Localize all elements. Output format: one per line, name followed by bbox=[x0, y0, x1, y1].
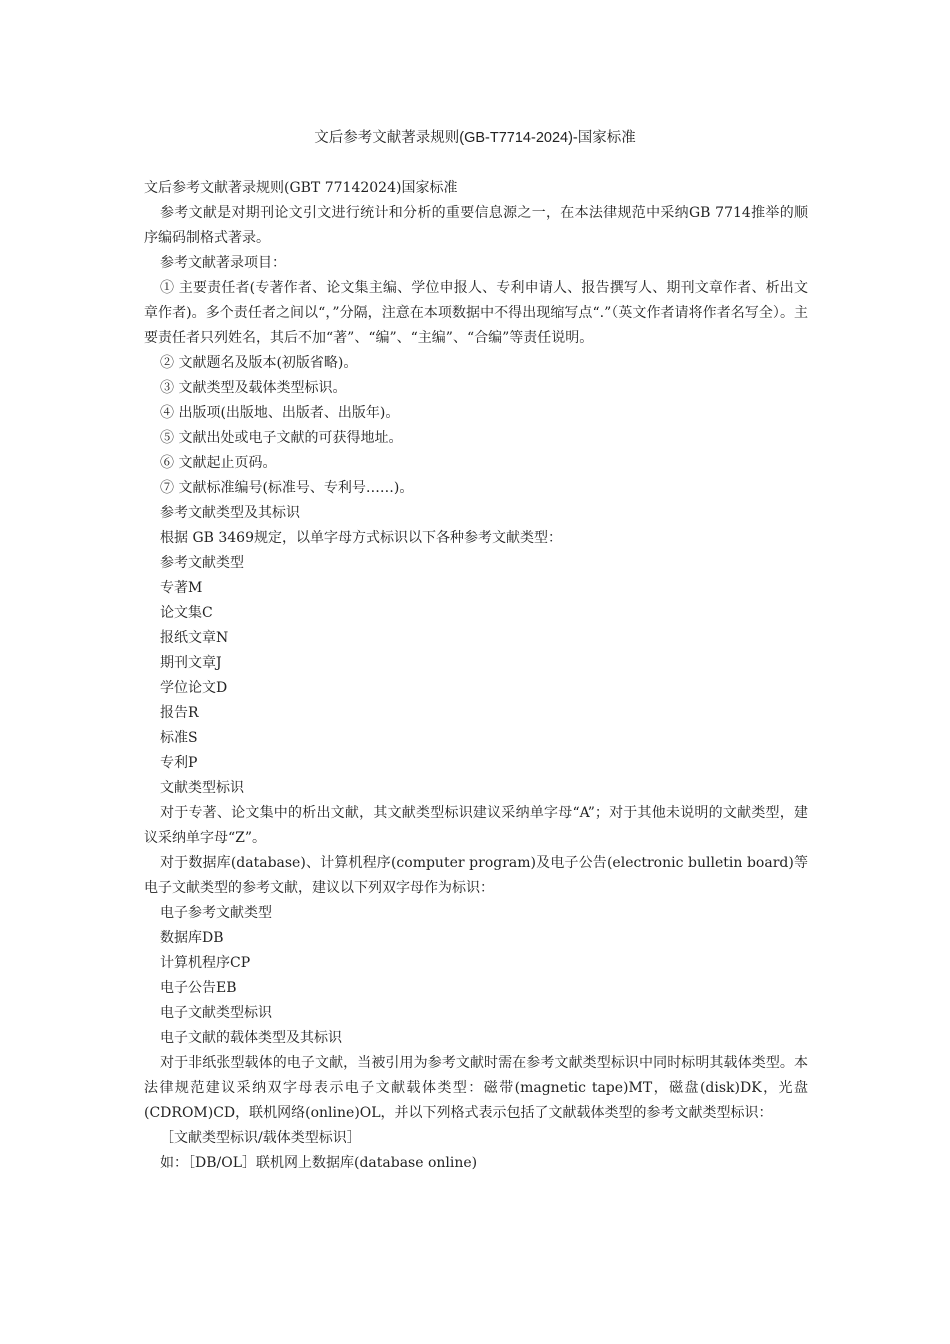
paragraph: 对于专著、论文集中的析出文献，其文献类型标识建议采纳单字母“A”；对于其他未说明的文献类型，建议采纳单字母“Z”。 bbox=[144, 805, 808, 846]
list-item: ⑤ 文献出处或电子文献的可获得地址。 bbox=[160, 430, 403, 446]
document-title: 文后参考文献著录规则(GB-T7714-2024)-国家标准 bbox=[314, 130, 636, 146]
list-item: ⑦ 文献标准编号(标准号、专利号……)。 bbox=[160, 480, 414, 496]
section-heading: 参考文献类型及其标识 bbox=[160, 505, 300, 521]
table-heading: 参考文献类型 bbox=[160, 555, 244, 571]
type-entry: 期刊文章J bbox=[160, 655, 222, 671]
type-entry: 计算机程序CP bbox=[160, 955, 251, 971]
list-item: ② 文献题名及版本(初版省略)。 bbox=[160, 355, 358, 371]
type-entry: 学位论文D bbox=[160, 680, 228, 696]
table-heading: 电子参考文献类型 bbox=[160, 905, 272, 921]
paragraph: 对于数据库(database)、计算机程序(computer program)及电子公告(electronic bulletin board)等电子文献类型的参考文献，建议以下列双字母作为标识： bbox=[144, 855, 808, 896]
list-item: ③ 文献类型及载体类型标识。 bbox=[160, 380, 347, 396]
table-heading: 文献类型标识 bbox=[160, 780, 244, 796]
format-line: ［文献类型标识/载体类型标识］ bbox=[160, 1130, 361, 1146]
body-heading: 文后参考文献著录规则(GBT 77142024)国家标准 bbox=[144, 180, 458, 196]
table-heading: 电子文献类型标识 bbox=[160, 1005, 272, 1021]
document-body bbox=[144, 176, 808, 1176]
list-item: ① 主要责任者(专著作者、论文集主编、学位申报人、专利申请人、报告撰写人、期刊文章作者、析出文章作者)。多个责任者之间以“，”分隔，注意在本项数据中不得出现缩写点“.”（英文作者请将作者名写全）。主要责任者只列姓名，其后不加“著”、“编”、“主编”、“合编”等责任说明。 bbox=[144, 280, 808, 346]
type-entry: 数据库DB bbox=[160, 930, 224, 946]
paragraph: 对于非纸张型载体的电子文献，当被引用为参考文献时需在参考文献类型标识中同时标明其载体类型。本法律规范建议采纳双字母表示电子文献载体类型：磁带(magnetic tape)MT，磁盘(disk)DK，光盘(CDROM)CD，联机网络(online)OL，并以下列格式表示包括了文献载体类型的参考文献类型标识： bbox=[144, 1055, 808, 1121]
type-entry: 报纸文章N bbox=[160, 630, 229, 646]
type-entry: 专著M bbox=[160, 580, 203, 596]
paragraph: 根据 GB 3469规定，以单字母方式标识以下各种参考文献类型： bbox=[160, 530, 562, 546]
type-entry: 论文集C bbox=[160, 605, 213, 621]
paragraph: 参考文献是对期刊论文引文进行统计和分析的重要信息源之一，在本法律规范中采纳GB 7714推举的顺序编码制格式著录。 bbox=[144, 205, 808, 246]
list-item: ⑥ 文献起止页码。 bbox=[160, 455, 277, 471]
type-entry: 电子公告EB bbox=[160, 980, 237, 996]
paragraph: 参考文献著录项目： bbox=[160, 255, 286, 271]
type-entry: 报告R bbox=[160, 705, 199, 721]
example-line: 如：［DB/OL］联机网上数据库(database online) bbox=[160, 1155, 478, 1171]
section-heading: 电子文献的载体类型及其标识 bbox=[160, 1030, 342, 1046]
list-item: ④ 出版项(出版地、出版者、出版年)。 bbox=[160, 405, 400, 421]
type-entry: 标准S bbox=[160, 730, 198, 746]
type-entry: 专利P bbox=[160, 755, 198, 771]
